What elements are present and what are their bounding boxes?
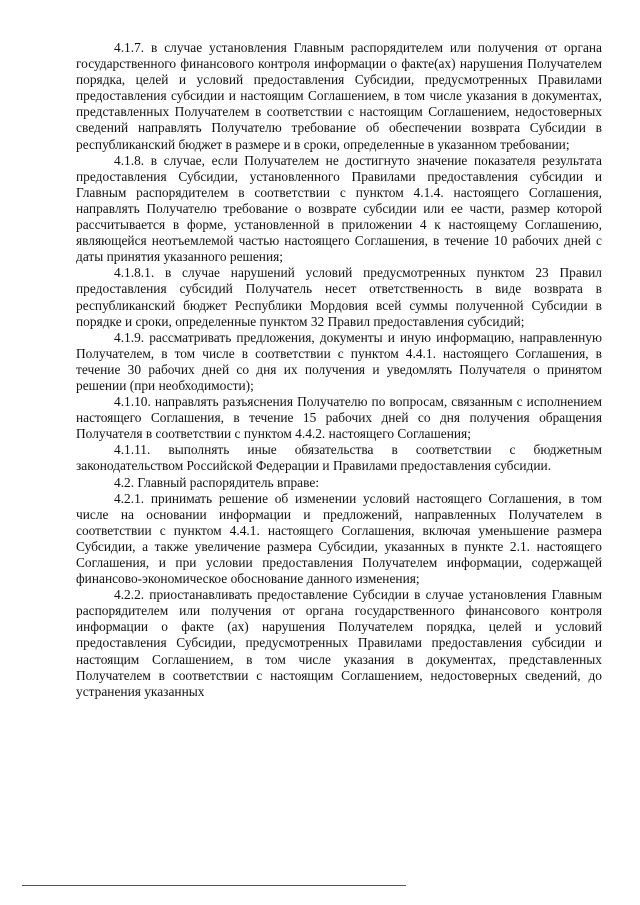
paragraph-4-1-8-1: 4.1.8.1. в случае нарушений условий предусмотренных пунктом 23 Правил предоставления субсидий Получатель несет ответственность в виде возврата в республиканский бюджет Республики Мордовия всей суммы полученной Субсидии в порядке и сроки, определенные пунктом 32 Правил предоставления субсидий; xyxy=(76,265,602,329)
paragraph-4-1-9: 4.1.9. рассматривать предложения, документы и иную информацию, направленную Получателем, в том числе в соответствии с пунктом 4.4.1. настоящего Соглашения, в течение 30 рабочих дней со дня их получения и уведомлять Получателя о принятом решении (при необходимости); xyxy=(76,329,602,393)
paragraph-4-2: 4.2. Главный распорядитель вправе: xyxy=(114,474,320,490)
paragraph-4-2-2: 4.2.2. приостанавливать предоставление Субсидии в случае установления Главным распорядителем или получения от органа государственного финансового контроля информации о факте (ах) нарушения Получателем порядка, целей и условий предоставления Субсидии, предусмотренных Правилами предоставления субсидии и настоящим Соглашением, в том числе указания в документах, представленных Получателем в соответствии с настоящим Соглашением, недостоверных сведений, до устранения указанных xyxy=(76,587,602,699)
paragraph-4-1-7: 4.1.7. в случае установления Главным распорядителем или получения от органа государственного финансового контроля информации о факте(ах) нарушения Получателем порядка, целей и условий предоставления Субсидии, предусмотренных Правилами предоставления субсидии и настоящим Соглашением, в том числе указания в документах, представленных Получателем в соответствии с настоящим Соглашением, недостоверных сведений направлять Получателю требование об обеспечении возврата Субсидии в республиканский бюджет в размере и в сроки, определенные в указанном требовании; xyxy=(76,40,602,152)
paragraph-4-1-10: 4.1.10. направлять разъяснения Получателю по вопросам, связанным с исполнением настоящего Соглашения, в течение 15 рабочих дней со дня получения обращения Получателя в соответствии с пунктом 4.4.2. настоящего Соглашения; xyxy=(76,394,602,442)
paragraph-4-1-11: 4.1.11. выполнять иные обязательства в соответствии с бюджетным законодательством Российской Федерации и Правилами предоставления субсидии. xyxy=(76,442,602,474)
paragraph-4-2-1: 4.2.1. принимать решение об изменении условий настоящего Соглашения, в том числе на основании информации и предложений, направленных Получателем в соответствии с пунктом 4.4.1. настоящего Соглашения, включая уменьшение размера Субсидии, а также увеличение размера Субсидии, указанных в пункте 2.1. настоящего Соглашения, и при условии предоставления Получателем информации, содержащей финансово-экономическое обоснование данного изменения; xyxy=(76,490,602,587)
footer-divider-line xyxy=(22,885,406,886)
paragraph-4-1-8: 4.1.8. в случае, если Получателем не достигнуто значение показателя результата предоставления Субсидии, установленного Правилами предоставления субсидии и Главным распорядителем в соответствии с пунктом 4.1.4. настоящего Соглашения, направлять Получателю требование о возврате субсидии или ее части, размер которой рассчитывается в форме, установленной в приложении 4 к настоящему Соглашению, являющейся неотъемлемой частью настоящего Соглашения, в течение 10 рабочих дней с даты принятия указанного решения; xyxy=(76,152,602,265)
document-page xyxy=(76,40,602,700)
